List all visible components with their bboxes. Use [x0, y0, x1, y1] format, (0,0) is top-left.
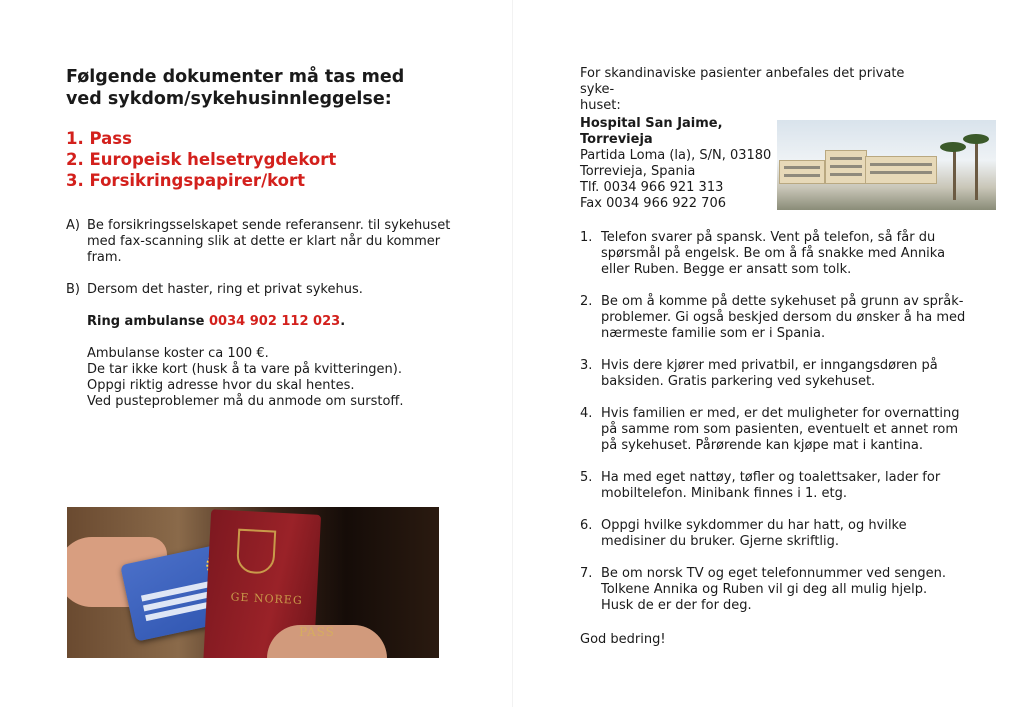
section-a-line: med fax-scanning slik at dette er klart når du kommer — [87, 234, 441, 249]
right-page — [580, 66, 1000, 647]
step-line: Hvis dere kjører med privatbil, er inngangsdøren på — [601, 358, 938, 373]
hospital-photo — [777, 120, 996, 210]
ambulance-line: Ved pusteproblemer må du anmode om surstoff. — [87, 394, 404, 409]
ambulance-line: De tar ikke kort (husk å ta vare på kvitteringen). — [87, 362, 403, 377]
section-b — [66, 282, 467, 410]
step-line: nærmeste familie som er i Spania. — [601, 326, 826, 341]
step-line: eller Ruben. Begge er ansatt som tolk. — [601, 262, 852, 277]
document-item: 1. Pass — [66, 129, 132, 148]
section-a — [66, 218, 467, 266]
step-line: Be om å komme på dette sykehuset på grunn av språk- — [601, 294, 964, 309]
step-1 — [580, 230, 980, 278]
document-item: 3. Forsikringspapirer/kort — [66, 171, 305, 190]
hospital-address: Torrevieja, Spania — [580, 164, 696, 179]
step-line: baksiden. Gratis parkering ved sykehuset. — [601, 374, 876, 389]
section-a-line: Be forsikringsselskapet sende referansenr. til sykehuset — [87, 218, 451, 233]
passport-pass-text: PASS — [299, 625, 335, 639]
step-7 — [580, 566, 980, 614]
step-number: 4. — [580, 406, 593, 421]
intro-line: huset: — [580, 98, 621, 113]
passport-text: GE NOREG — [230, 590, 304, 608]
step-number: 5. — [580, 470, 593, 485]
ambulance-call — [87, 314, 467, 330]
step-6 — [580, 518, 980, 550]
intro-line: For skandinaviske pasienter anbefales det private syke- — [580, 66, 905, 97]
intro-text — [580, 66, 940, 114]
section-a-line: fram. — [87, 250, 122, 265]
required-documents-list — [66, 128, 466, 191]
hospital-phone[interactable]: Tlf. 0034 966 921 313 — [580, 180, 724, 195]
step-number: 1. — [580, 230, 593, 245]
hospital-city: Torrevieja — [580, 132, 653, 147]
building — [865, 156, 937, 184]
document-item: 2. Europeisk helsetrygdekort — [66, 150, 337, 169]
section-b-label: B) — [66, 282, 80, 297]
coat-of-arms-icon — [236, 529, 276, 575]
step-line: Hvis familien er med, er det muligheter for overnatting — [601, 406, 960, 421]
page-heading — [66, 66, 466, 110]
step-number: 7. — [580, 566, 593, 581]
palm-tree — [953, 148, 956, 200]
step-3 — [580, 358, 980, 390]
hospital-name: Hospital San Jaime, — [580, 116, 723, 131]
step-line: Telefon svarer på spansk. Vent på telefon, så får du — [601, 230, 936, 245]
building — [825, 150, 867, 184]
step-line: Husk de er der for deg. — [601, 598, 752, 613]
building — [779, 160, 825, 184]
hospital-address: Partida Loma (la), S/N, 03180 — [580, 148, 772, 163]
ambulance-line: Ambulanse koster ca 100 €. — [87, 346, 269, 361]
step-number: 2. — [580, 294, 593, 309]
step-4 — [580, 406, 980, 454]
step-2 — [580, 294, 980, 342]
ring-label: Ring ambulanse — [87, 314, 205, 329]
heading-line-1: Følgende dokumenter må tas med — [66, 67, 405, 87]
section-b-text: Dersom det haster, ring et privat sykehus. — [87, 282, 363, 297]
ambulance-phone-number[interactable]: 0034 902 112 023 — [209, 314, 341, 329]
ambulance-line: Oppgi riktig adresse hvor du skal hentes. — [87, 378, 355, 393]
step-line: Oppgi hvilke sykdommer du har hatt, og hvilke — [601, 518, 907, 533]
left-page — [66, 66, 466, 409]
step-line: mobiltelefon. Minibank finnes i 1. etg. — [601, 486, 847, 501]
step-line: spørsmål på engelsk. Be om å få snakke med Annika — [601, 246, 946, 261]
ring-suffix: . — [340, 314, 346, 329]
page-fold — [512, 0, 513, 707]
ambulance-info — [87, 346, 467, 410]
hospital-contact — [580, 116, 780, 212]
step-5 — [580, 470, 980, 502]
step-number: 3. — [580, 358, 593, 373]
step-line: på samme rom som pasienten, eventuelt et annet rom — [601, 422, 958, 437]
palm-tree — [975, 140, 978, 200]
step-line: problemer. Gi også beskjed dersom du ønsker å ha med — [601, 310, 966, 325]
step-line: på sykehuset. Pårørende kan kjøpe mat i kantina. — [601, 438, 923, 453]
hospital-fax: Fax 0034 966 922 706 — [580, 196, 726, 211]
closing-text: God bedring! — [580, 632, 666, 647]
step-number: 6. — [580, 518, 593, 533]
step-line: Be om norsk TV og eget telefonnummer ved sengen. — [601, 566, 947, 581]
heading-line-2: ved sykdom/sykehusinnleggelse: — [66, 89, 392, 109]
step-line: Ha med eget nattøy, tøfler og toalettsaker, lader for — [601, 470, 941, 485]
step-line: medisiner du bruker. Gjerne skriftlig. — [601, 534, 840, 549]
step-line: Tolkene Annika og Ruben vil gi deg all mulig hjelp. — [601, 582, 928, 597]
passport-and-card-photo — [67, 507, 439, 658]
section-a-label: A) — [66, 218, 80, 233]
